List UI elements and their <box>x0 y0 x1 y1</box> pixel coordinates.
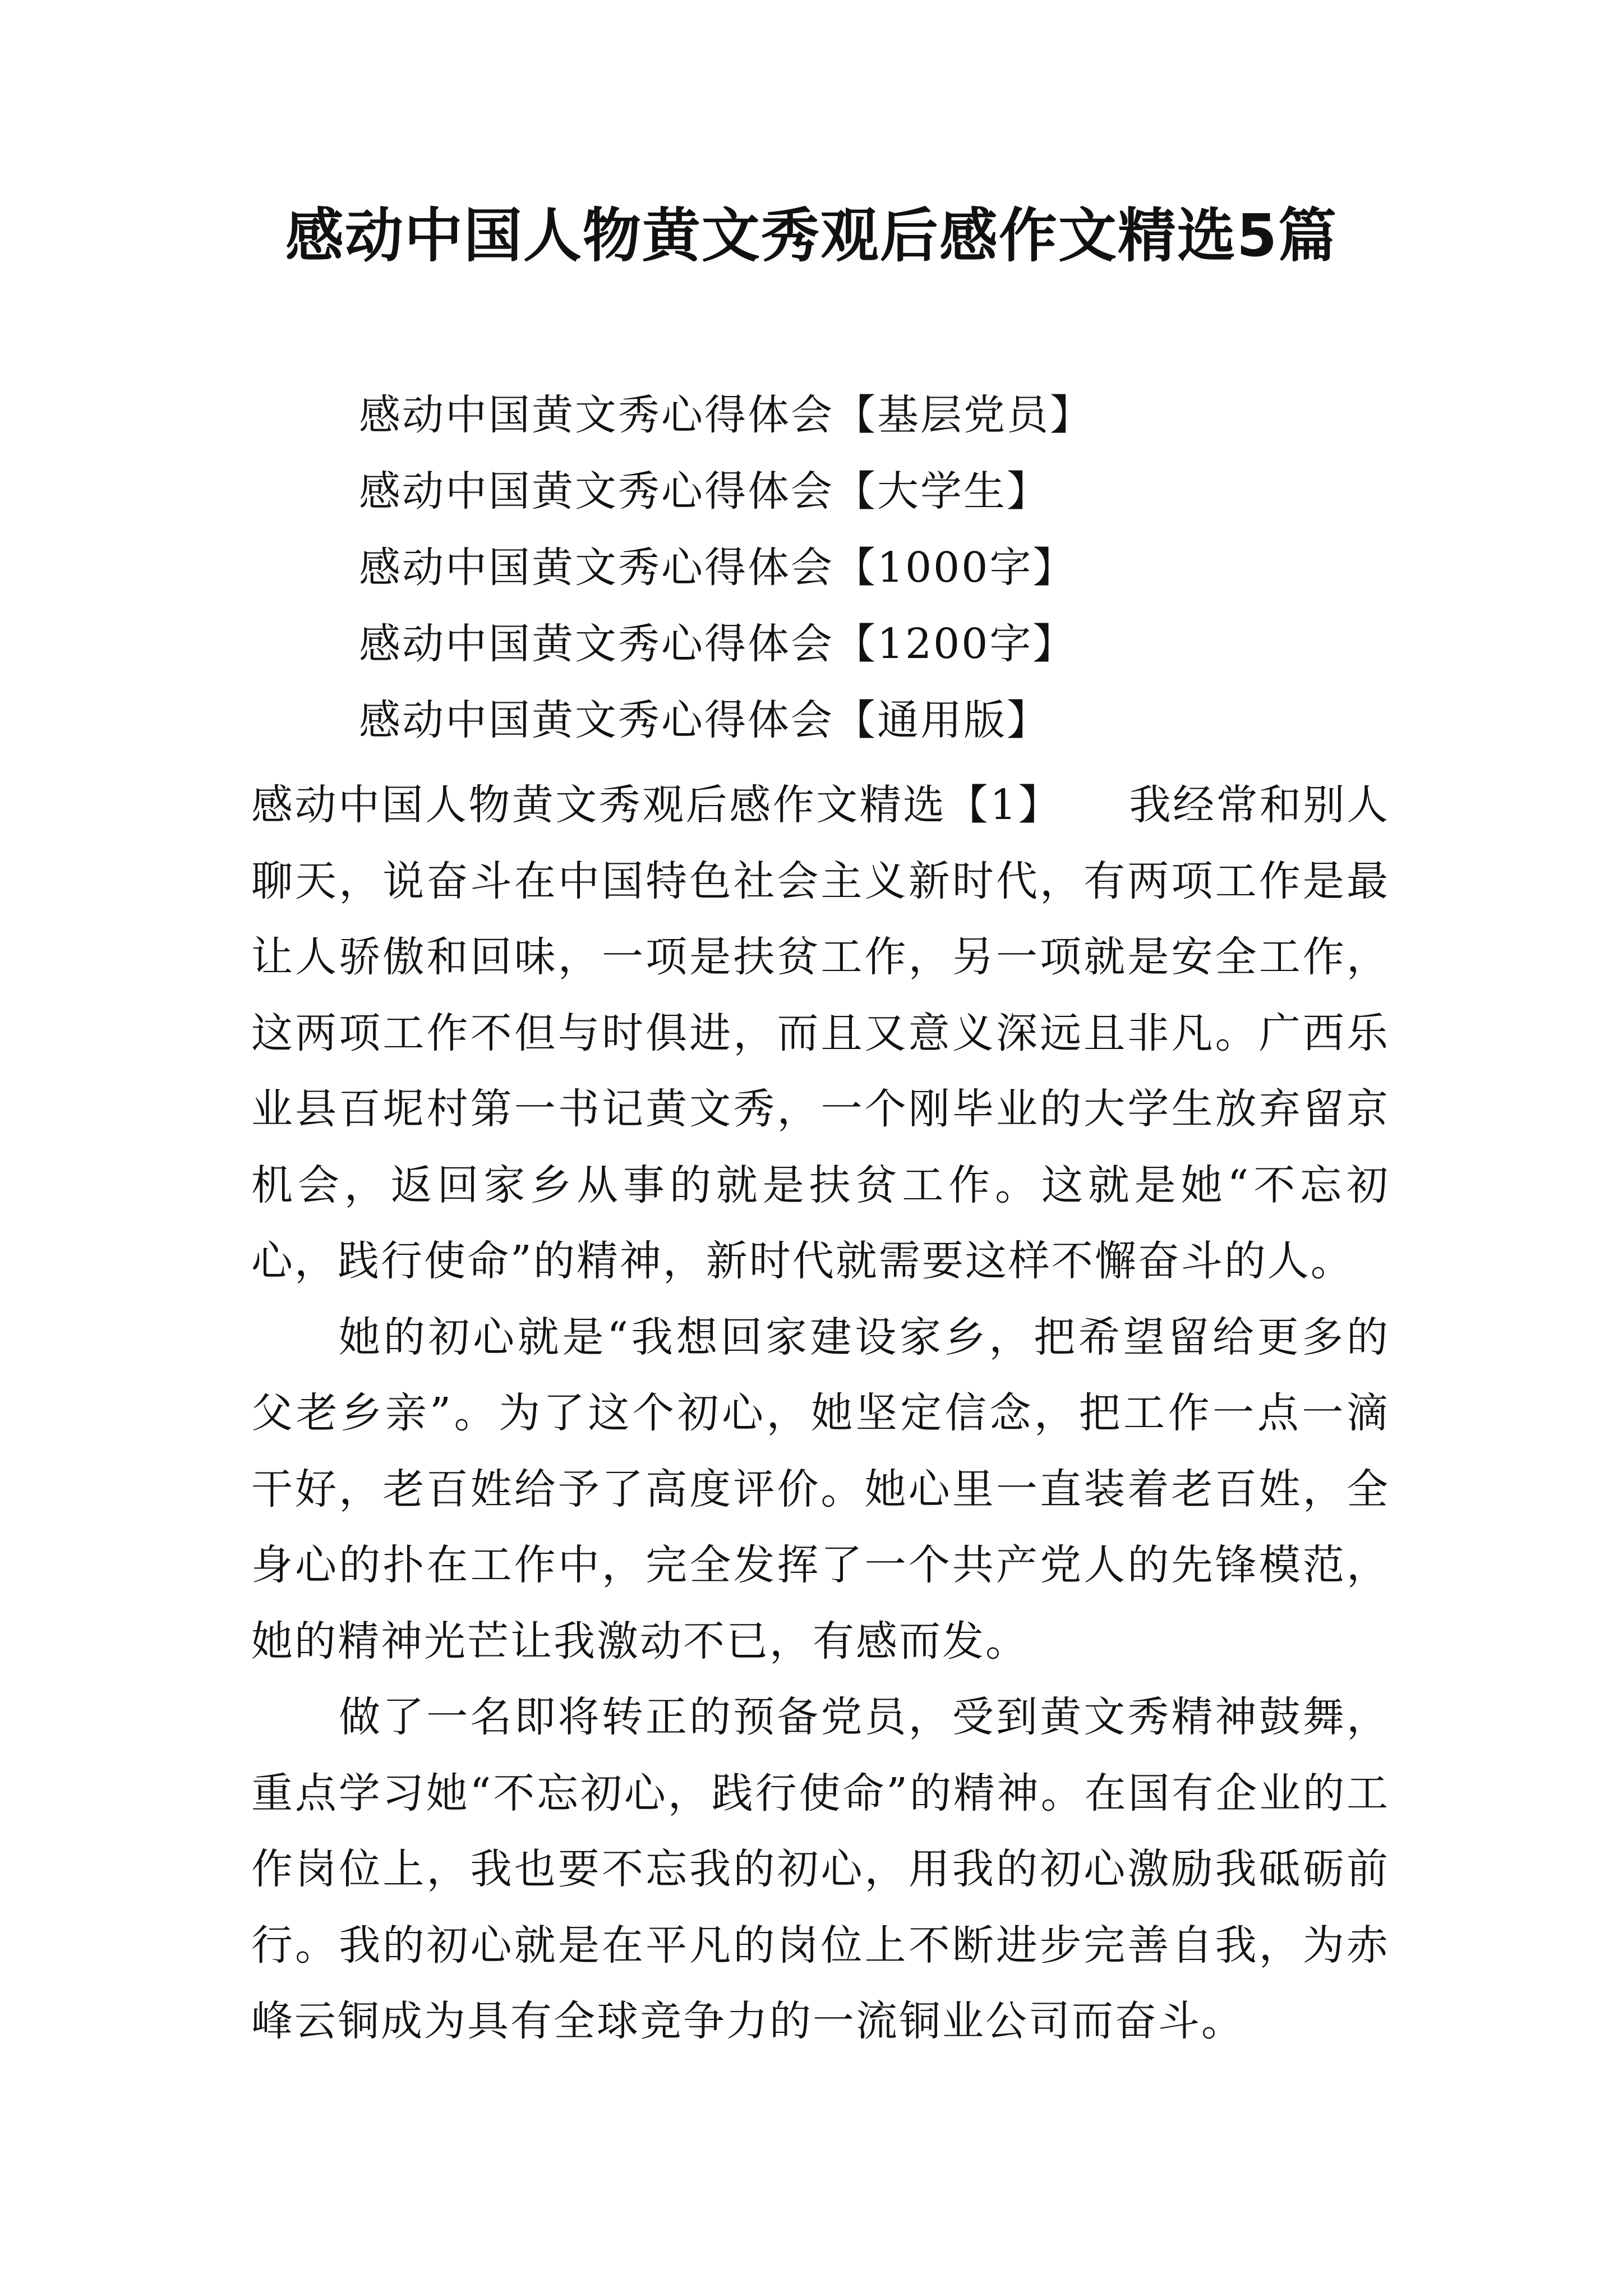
document-title: 感动中国人物黄文秀观后感作文精选5篇 <box>285 201 1338 270</box>
toc-item[interactable]: 感动中国黄文秀心得体会【大学生】 <box>359 467 1050 516</box>
paragraph-text: 我经常和别人聊天，说奋斗在中国特色社会主义新时代，有两项工作是最让人骄傲和回味，一项是扶贫工作，另一项就是安全工作，这两项工作不但与时俱进，而且又意义深远且非凡。广西乐业县百坭村第一书记黄文秀，一个刚毕业的大学生放弃留京机会，返回家乡从事的就是扶贫工作。这就是她“不忘初心，践行使命”的精神，新时代就需要这样不懈奋斗的人。 <box>251 781 1390 1285</box>
section-heading: 感动中国人物黄文秀观后感作文精选【1】 <box>251 781 1062 829</box>
table-of-contents <box>359 377 1424 758</box>
toc-item[interactable]: 感动中国黄文秀心得体会【1000字】 <box>359 544 1076 592</box>
first-paragraph <box>251 767 1390 1300</box>
paragraph: 做了一名即将转正的预备党员，受到黄文秀精神鼓舞，重点学习她“不忘初心，践行使命”的精神。在国有企业的工作岗位上，我也要不忘我的初心，用我的初心激励我砥砺前行。我的初心就是在平凡的岗位上不断进步完善自我，为赤峰云铜成为具有全球竞争力的一流铜业公司而奋斗。 <box>251 1693 1390 2045</box>
paragraph: 她的初心就是“我想回家建设家乡，把希望留给更多的父老乡亲”。为了这个初心，她坚定信念，把工作一点一滴干好，老百姓给予了高度评价。她心里一直装着老百姓，全身心的扑在工作中，完全发挥了一个共产党人的先锋模范，她的精神光芒让我激动不已，有感而发。 <box>251 1313 1390 1665</box>
toc-item[interactable]: 感动中国黄文秀心得体会【1200字】 <box>359 620 1076 668</box>
toc-item[interactable]: 感动中国黄文秀心得体会【通用版】 <box>359 696 1050 744</box>
toc-item[interactable]: 感动中国黄文秀心得体会【基层党员】 <box>359 391 1093 439</box>
article-body <box>251 767 1390 2060</box>
